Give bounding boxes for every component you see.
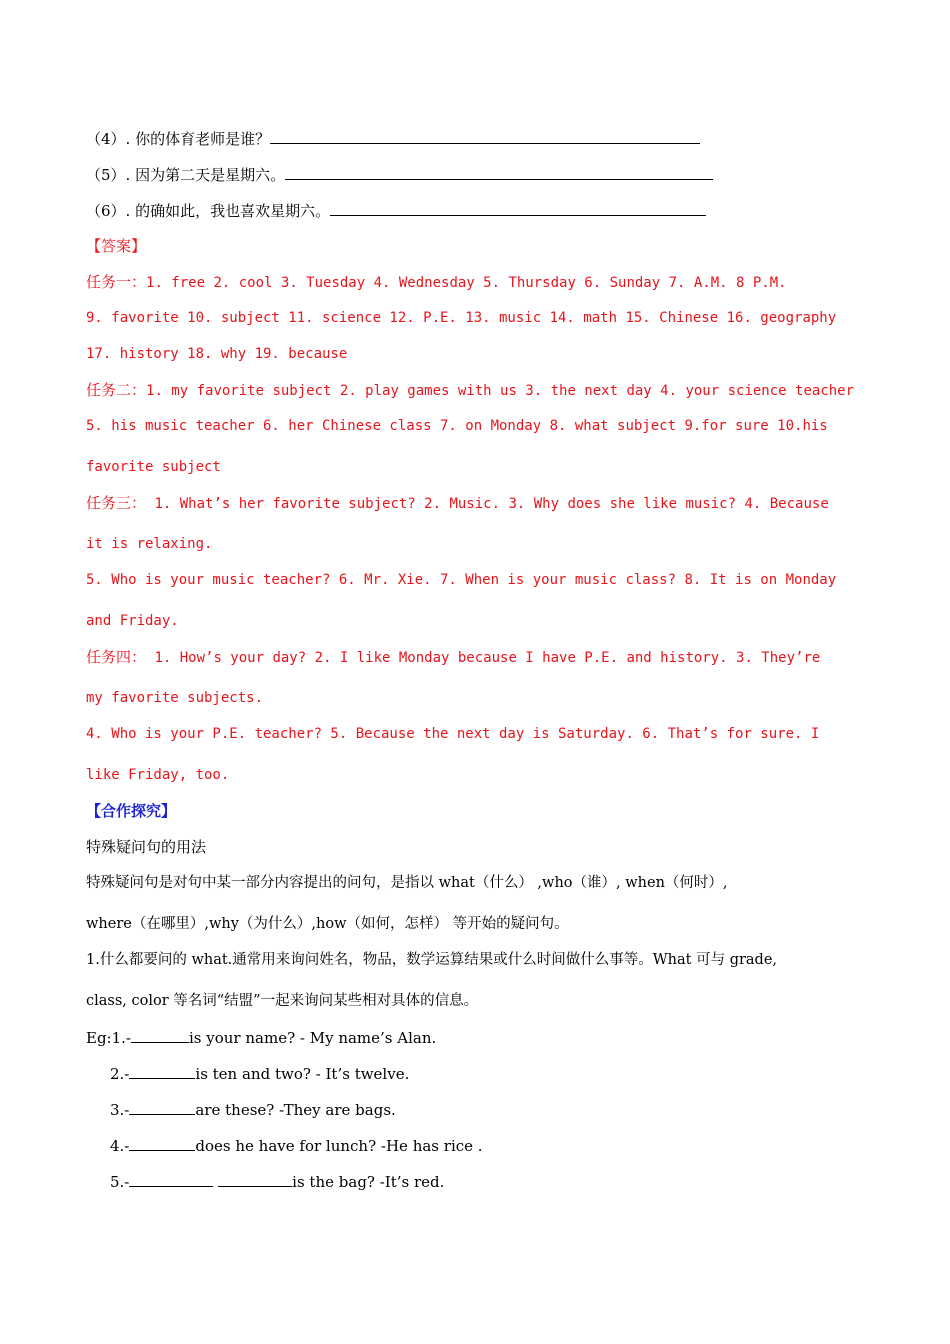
example-5: 5.- is the bag? -It’s red. (110, 1173, 445, 1191)
answer-task4-line2: my favorite subjects. (86, 690, 264, 706)
fill-blank[interactable] (218, 1171, 292, 1187)
explore-para1-line1: 1.什么都要问的 what.通常用来询问姓名，物品，数学运算结果或什么时间做什么事等。What 可与 grade, (86, 952, 778, 968)
fill-blank[interactable] (129, 1063, 195, 1079)
question-4: （4）. 你的体育老师是谁？ (86, 128, 700, 149)
answer-task4-line4: like Friday, too. (86, 767, 230, 783)
question-5: （5）. 因为第二天是星期六。 (86, 164, 713, 185)
explore-subtitle: 特殊疑问句的用法 (86, 838, 207, 856)
example-2: 2.- is ten and two? - It’s twelve. (110, 1065, 410, 1083)
answer-blank[interactable] (285, 164, 713, 180)
example-4: 4.- does he have for lunch? -He has rice . (110, 1137, 483, 1155)
answer-task2-line1: 任务二：1. my favorite subject 2. play games with us 3. the next day 4. your science teacher (86, 381, 855, 399)
answer-task2-line3: favorite subject (86, 459, 221, 475)
answer-task3-line3: 5. Who is your music teacher? 6. Mr. Xie. 7. When is your music class? 8. It is on Monday (86, 572, 837, 588)
answer-task3-line2: it is relaxing. (86, 536, 213, 552)
fill-blank[interactable] (129, 1171, 213, 1187)
answer-task1-line1: 任务一：1. free 2. cool 3. Tuesday 4. Wednesday 5. Thursday 6. Sunday 7. A.M. 8 P.M. (86, 273, 787, 291)
question-6: （6）. 的确如此，我也喜欢星期六。 (86, 200, 706, 221)
fill-blank[interactable] (129, 1135, 195, 1151)
answer-header: 【答案】 (86, 237, 147, 255)
answer-task3-line4: and Friday. (86, 613, 179, 629)
example-3: 3.- are these? -They are bags. (110, 1101, 396, 1119)
answer-blank[interactable] (330, 200, 706, 216)
answer-task1-line3: 17. history 18. why 19. because (86, 346, 348, 362)
fill-blank[interactable] (131, 1027, 189, 1043)
answer-task3-line1: 任务三： 1. What’s her favorite subject? 2. Music. 3. Why does she like music? 4. Because (86, 494, 829, 512)
answer-task4-line1: 任务四： 1. How’s your day? 2. I like Monday because I have P.E. and history. 3. They’re (86, 648, 821, 666)
example-1: Eg:1.- is your name? - My name’s Alan. (86, 1029, 437, 1047)
answer-task4-line3: 4. Who is your P.E. teacher? 5. Because the next day is Saturday. 6. That’s for sure. I (86, 726, 820, 742)
fill-blank[interactable] (129, 1099, 195, 1115)
explore-intro-line2: where（在哪里）,why（为什么）,how（如何，怎样） 等开始的疑问句。 (86, 916, 569, 932)
explore-header: 【合作探究】 (86, 802, 177, 820)
explore-para1-line2: class, color 等名词“结盟”一起来询问某些相对具体的信息。 (86, 993, 479, 1009)
answer-blank[interactable] (270, 128, 700, 144)
explore-intro-line1: 特殊疑问句是对句中某一部分内容提出的问句，是指以 what（什么） ,who（谁）, when（何时）, (86, 875, 728, 891)
answer-task1-line2: 9. favorite 10. subject 11. science 12. P.E. 13. music 14. math 15. Chinese 16. geography (86, 310, 837, 326)
answer-task2-line2: 5. his music teacher 6. her Chinese class 7. on Monday 8. what subject 9.for sure 10.his (86, 418, 828, 434)
